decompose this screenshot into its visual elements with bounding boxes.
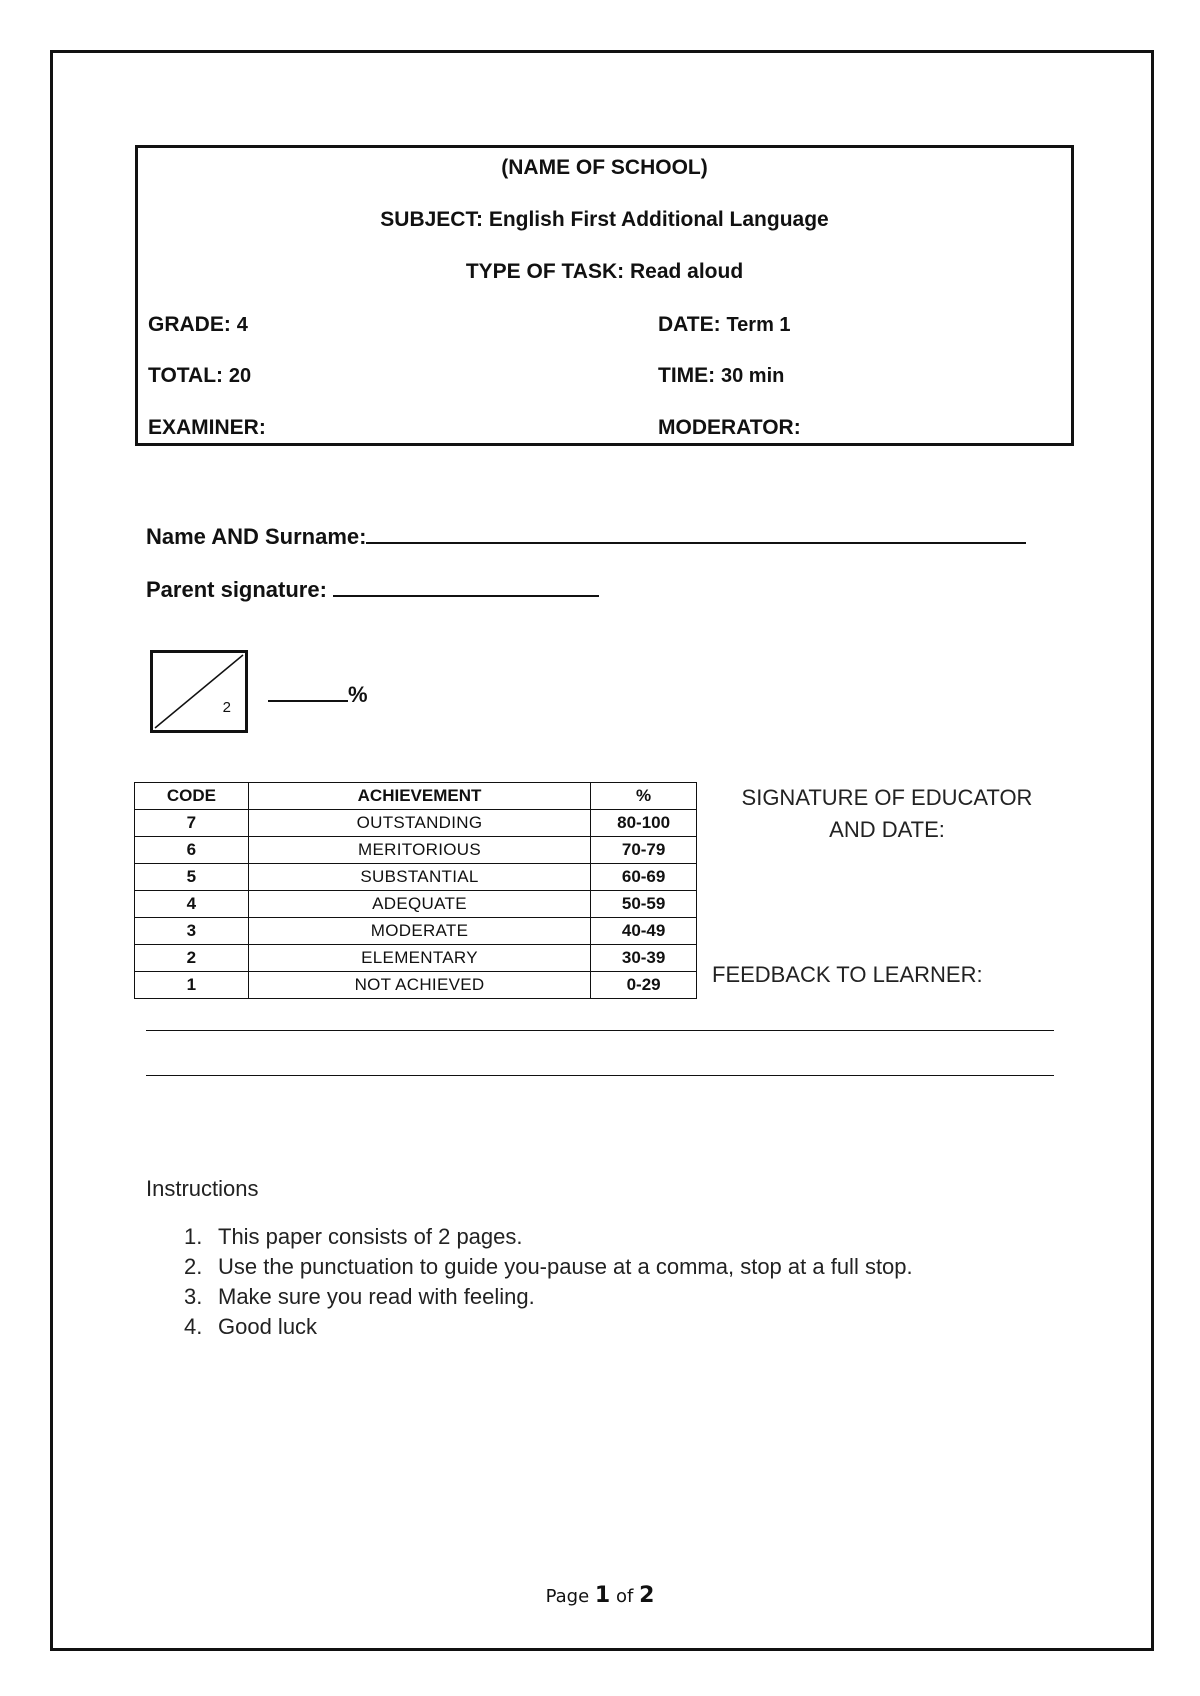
parent-signature-line (146, 577, 599, 603)
date-value: Term 1 (726, 314, 791, 336)
percent-field[interactable] (268, 680, 348, 702)
table-row (135, 945, 697, 972)
task-value: Read aloud (629, 260, 744, 283)
achievement-cell: OUTSTANDING (248, 810, 590, 837)
percent-cell: 50-59 (591, 891, 697, 918)
mark-total: 2 (222, 699, 231, 716)
code-cell: 3 (135, 918, 249, 945)
footer-page-word: Page (545, 1586, 590, 1607)
subject-value: English First Additional Language (488, 208, 829, 231)
educator-signature-line1: SIGNATURE OF EDUCATOR (741, 785, 1033, 810)
percent-cell: 60-69 (591, 864, 697, 891)
code-cell: 2 (135, 945, 249, 972)
educator-signature-line2: AND DATE: (829, 817, 945, 842)
header-percent: % (591, 783, 697, 810)
date-line (658, 313, 791, 337)
percent-symbol: % (348, 682, 368, 707)
table-row (135, 810, 697, 837)
footer-page-num: 1 (594, 1583, 611, 1608)
total-line (148, 364, 251, 388)
achievement-cell: ELEMENTARY (248, 945, 590, 972)
school-name: (NAME OF SCHOOL) (501, 156, 708, 179)
name-surname-label: Name AND Surname: (146, 524, 367, 549)
feedback-line-2[interactable] (146, 1075, 1054, 1076)
grade-value: 4 (236, 314, 248, 336)
footer-page-total: 2 (639, 1583, 655, 1608)
moderator-label: MODERATOR: (658, 416, 801, 439)
achievement-cell: MODERATE (248, 918, 590, 945)
achievement-cell: ADEQUATE (248, 891, 590, 918)
grade-label: GRADE: (148, 313, 231, 336)
achievement-cell: NOT ACHIEVED (248, 972, 590, 999)
list-item: 4. Good luck (184, 1314, 318, 1339)
exam-header-box (135, 145, 1074, 446)
mark-diagonal (153, 653, 245, 730)
page-footer (0, 1583, 1200, 1608)
parent-signature-label: Parent signature: (146, 577, 327, 602)
total-value: 20 (228, 365, 252, 387)
table-row (135, 837, 697, 864)
subject-line (138, 208, 1071, 232)
time-label: TIME: (658, 364, 716, 387)
subject-label: SUBJECT: (380, 208, 483, 231)
feedback-line-1[interactable] (146, 1030, 1054, 1031)
code-cell: 6 (135, 837, 249, 864)
code-cell: 7 (135, 810, 249, 837)
feedback-label: FEEDBACK TO LEARNER: (712, 962, 983, 987)
mark-box (150, 650, 248, 733)
percent-cell: 40-49 (591, 918, 697, 945)
code-cell: 1 (135, 972, 249, 999)
task-label: TYPE OF TASK: (465, 260, 625, 283)
table-header-row (135, 783, 697, 810)
list-item: 2. Use the punctuation to guide you-pause at a comma, stop at a full stop. (184, 1254, 913, 1279)
code-cell: 5 (135, 864, 249, 891)
achievement-codes-table (134, 782, 697, 999)
header-achievement: ACHIEVEMENT (248, 783, 590, 810)
percent-line (268, 680, 368, 708)
grade-line (148, 313, 248, 337)
percent-cell: 70-79 (591, 837, 697, 864)
instructions-list (146, 1222, 913, 1342)
header-code: CODE (135, 783, 249, 810)
footer-of-word: of (615, 1586, 634, 1607)
time-line (658, 364, 784, 388)
name-surname-field[interactable] (366, 524, 1026, 544)
table-row (135, 891, 697, 918)
total-label: TOTAL: (148, 364, 224, 387)
date-label: DATE: (658, 313, 721, 336)
table-row (135, 972, 697, 999)
instructions-title: Instructions (146, 1176, 259, 1201)
parent-signature-field[interactable] (333, 577, 599, 597)
percent-cell: 80-100 (591, 810, 697, 837)
code-cell: 4 (135, 891, 249, 918)
achievement-cell: MERITORIOUS (248, 837, 590, 864)
list-item: 3. Make sure you read with feeling. (184, 1284, 535, 1309)
achievement-cell: SUBSTANTIAL (248, 864, 590, 891)
task-line (138, 260, 1071, 284)
table-row (135, 864, 697, 891)
name-surname-line (146, 524, 1026, 550)
table-row (135, 918, 697, 945)
list-item: 1. This paper consists of 2 pages. (184, 1224, 523, 1249)
percent-cell: 30-39 (591, 945, 697, 972)
educator-signature-label (712, 782, 1062, 846)
examiner-label: EXAMINER: (148, 416, 266, 439)
percent-cell: 0-29 (591, 972, 697, 999)
time-value: 30 min (721, 365, 785, 387)
